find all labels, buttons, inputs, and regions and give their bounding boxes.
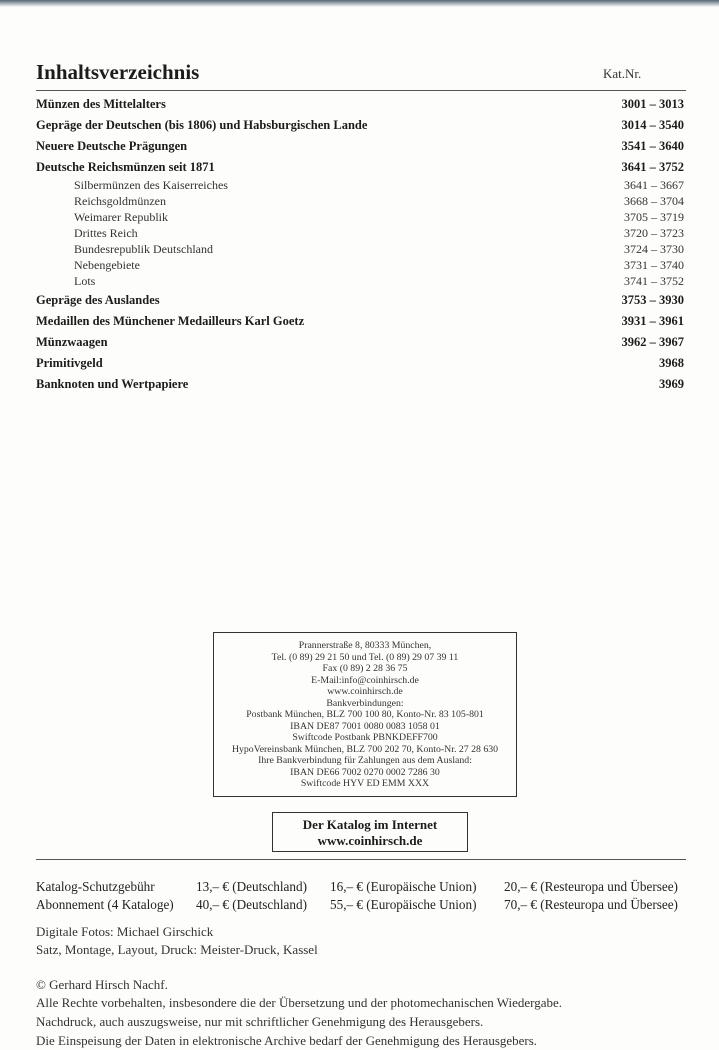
fee-label: Katalog-Schutzgebühr [36,879,155,894]
toc-entry-muenzwaagen [36,335,686,356]
page-title: Inhaltsverzeichnis [36,60,200,84]
toc-entry-range: 3001 – 3013 [621,97,684,111]
toc-entry-range: 3641 – 3752 [621,160,684,174]
fee-germany: 13,– € (Deutschland) [196,879,307,894]
address-fax: Fax (0 89) 2 28 36 75 [322,663,408,674]
toc-subentry-label: Nebengebiete [74,258,140,272]
copyright-reprint: Nachdruck, auch auszugsweise, nur mit schriftlicher Genehmigung des Herausgebers. [36,1014,484,1029]
address-phone: Tel. (0 89) 29 21 50 und Tel. (0 89) 29 07 39 11 [271,651,459,663]
toc-entry-label: Neuere Deutsche Prägungen [36,139,188,153]
fee-eu: 16,– € (Europäische Union) [330,879,477,894]
toc-entry-range: 3969 [659,377,684,391]
page-top-edge [0,0,719,7]
table-of-contents [36,97,686,398]
toc-subentry-label: Silbermünzen des Kaiserreiches [74,178,228,192]
toc-subentry-label: Bundesrepublik Deutschland [74,242,213,256]
toc-entry-label: Primitivgeld [36,356,103,370]
toc-entry-label: Münzwaagen [36,335,108,349]
toc-entry-label: Deutsche Reichsmünzen seit 1871 [36,160,215,174]
toc-entry-habsburg [36,118,686,139]
toc-subentry-range: 3668 – 3704 [624,194,684,208]
address-email: E-Mail:info@coinhirsch.de [311,674,419,686]
toc-subentry-weimar [36,210,686,226]
bank-postbank-swift: Swiftcode Postbank PBNKDEFF700 [292,732,438,743]
toc-entry-range: 3931 – 3961 [621,314,684,328]
title-divider [36,90,686,91]
internet-url: www.coinhirsch.de [317,833,423,848]
fee-germany: 40,– € (Deutschland) [196,897,307,912]
toc-subentry-range: 3705 – 3719 [624,210,684,224]
copyright-rights: Alle Rechte vorbehalten, insbesondere die der Übersetzung und der photomechanischen Wiedergabe. [36,995,563,1010]
toc-entry-range: 3962 – 3967 [621,335,684,349]
toc-subentry-label: Reichsgoldmünzen [74,194,166,208]
toc-entry-label: Banknoten und Wertpapiere [36,377,189,391]
toc-entry-range: 3968 [659,356,684,370]
toc-subentry-kaiserreich [36,178,686,194]
toc-entry-medaillen-goetz [36,314,686,335]
toc-subentry-range: 3731 – 3740 [624,258,684,272]
address-box [213,632,517,797]
fee-eu: 55,– € (Europäische Union) [330,897,477,912]
internet-box [272,812,468,852]
toc-subentry-label: Weimarer Republik [74,210,169,224]
credit-photos: Digitale Fotos: Michael Girschick [36,924,214,939]
bank-postbank: Postbank München, BLZ 700 100 80, Konto-Nr. 83 105-801 [246,709,484,720]
toc-entry-ausland [36,293,686,314]
copyright-archive: Die Einspeisung der Daten in elektronische Archive bedarf der Genehmigung des Herausgebers. [36,1033,538,1048]
toc-subentry-lots [36,274,686,293]
toc-subentry-range: 3720 – 3723 [624,226,684,240]
toc-entry-primitivgeld [36,356,686,377]
fee-rest: 70,– € (Resteuropa und Übersee) [504,897,678,912]
fee-row-subscription [36,897,696,914]
toc-subentry-label: Drittes Reich [74,226,138,240]
bank-foreign-heading: Ihre Bankverbindung für Zahlungen aus dem Ausland: [258,755,472,766]
address-website: www.coinhirsch.de [327,686,403,697]
toc-entry-reichsmuenzen [36,160,686,178]
fee-label: Abonnement (4 Kataloge) [36,897,174,912]
internet-heading: Der Katalog im Internet [302,817,438,832]
toc-entry-range: 3753 – 3930 [621,293,684,307]
bank-postbank-iban: IBAN DE87 7001 0080 0083 1058 01 [290,720,440,732]
toc-subentry-range: 3741 – 3752 [624,274,684,288]
copyright-holder: © Gerhard Hirsch Nachf. [36,977,168,992]
bank-hypo-iban: IBAN DE66 7002 0270 0002 7286 30 [290,766,440,778]
toc-entry-label: Gepräge der Deutschen (bis 1806) und Habsburgischen Lande [36,118,368,132]
toc-entry-banknoten [36,377,686,398]
toc-subentry-label: Lots [74,274,96,288]
toc-subentry-brd [36,242,686,258]
toc-entry-label: Münzen des Mittelalters [36,97,166,111]
credit-print: Satz, Montage, Layout, Druck: Meister-Druck, Kassel [36,942,318,957]
bank-hypo-swift: Swiftcode HYV ED EMM XXX [300,778,430,789]
fee-row-catalog [36,879,696,896]
fee-rest: 20,– € (Resteuropa und Übersee) [504,879,678,894]
toc-subentry-nebengebiete [36,258,686,274]
catalog-number-heading: Kat.Nr. [603,66,642,81]
bank-heading: Bankverbindungen: [326,697,404,709]
toc-subentry-range: 3641 – 3667 [624,178,684,192]
toc-entry-label: Medaillen des Münchener Medailleurs Karl Goetz [36,314,305,328]
toc-entry-range: 3014 – 3540 [621,118,684,132]
toc-entry-label: Gepräge des Auslandes [36,293,160,307]
toc-subentry-reichsgold [36,194,686,210]
toc-entry-range: 3541 – 3640 [621,139,684,153]
toc-entry-mittelalter [36,97,686,118]
toc-subentry-range: 3724 – 3730 [624,242,684,256]
toc-entry-neuere-praegungen [36,139,686,160]
bank-hypovereinsbank: HypoVereinsbank München, BLZ 700 202 70, Konto-Nr. 27 28 630 [231,743,499,755]
address-street: Prannerstraße 8, 80333 München, [298,640,432,651]
toc-subentry-drittes-reich [36,226,686,242]
footer-divider [36,859,686,860]
